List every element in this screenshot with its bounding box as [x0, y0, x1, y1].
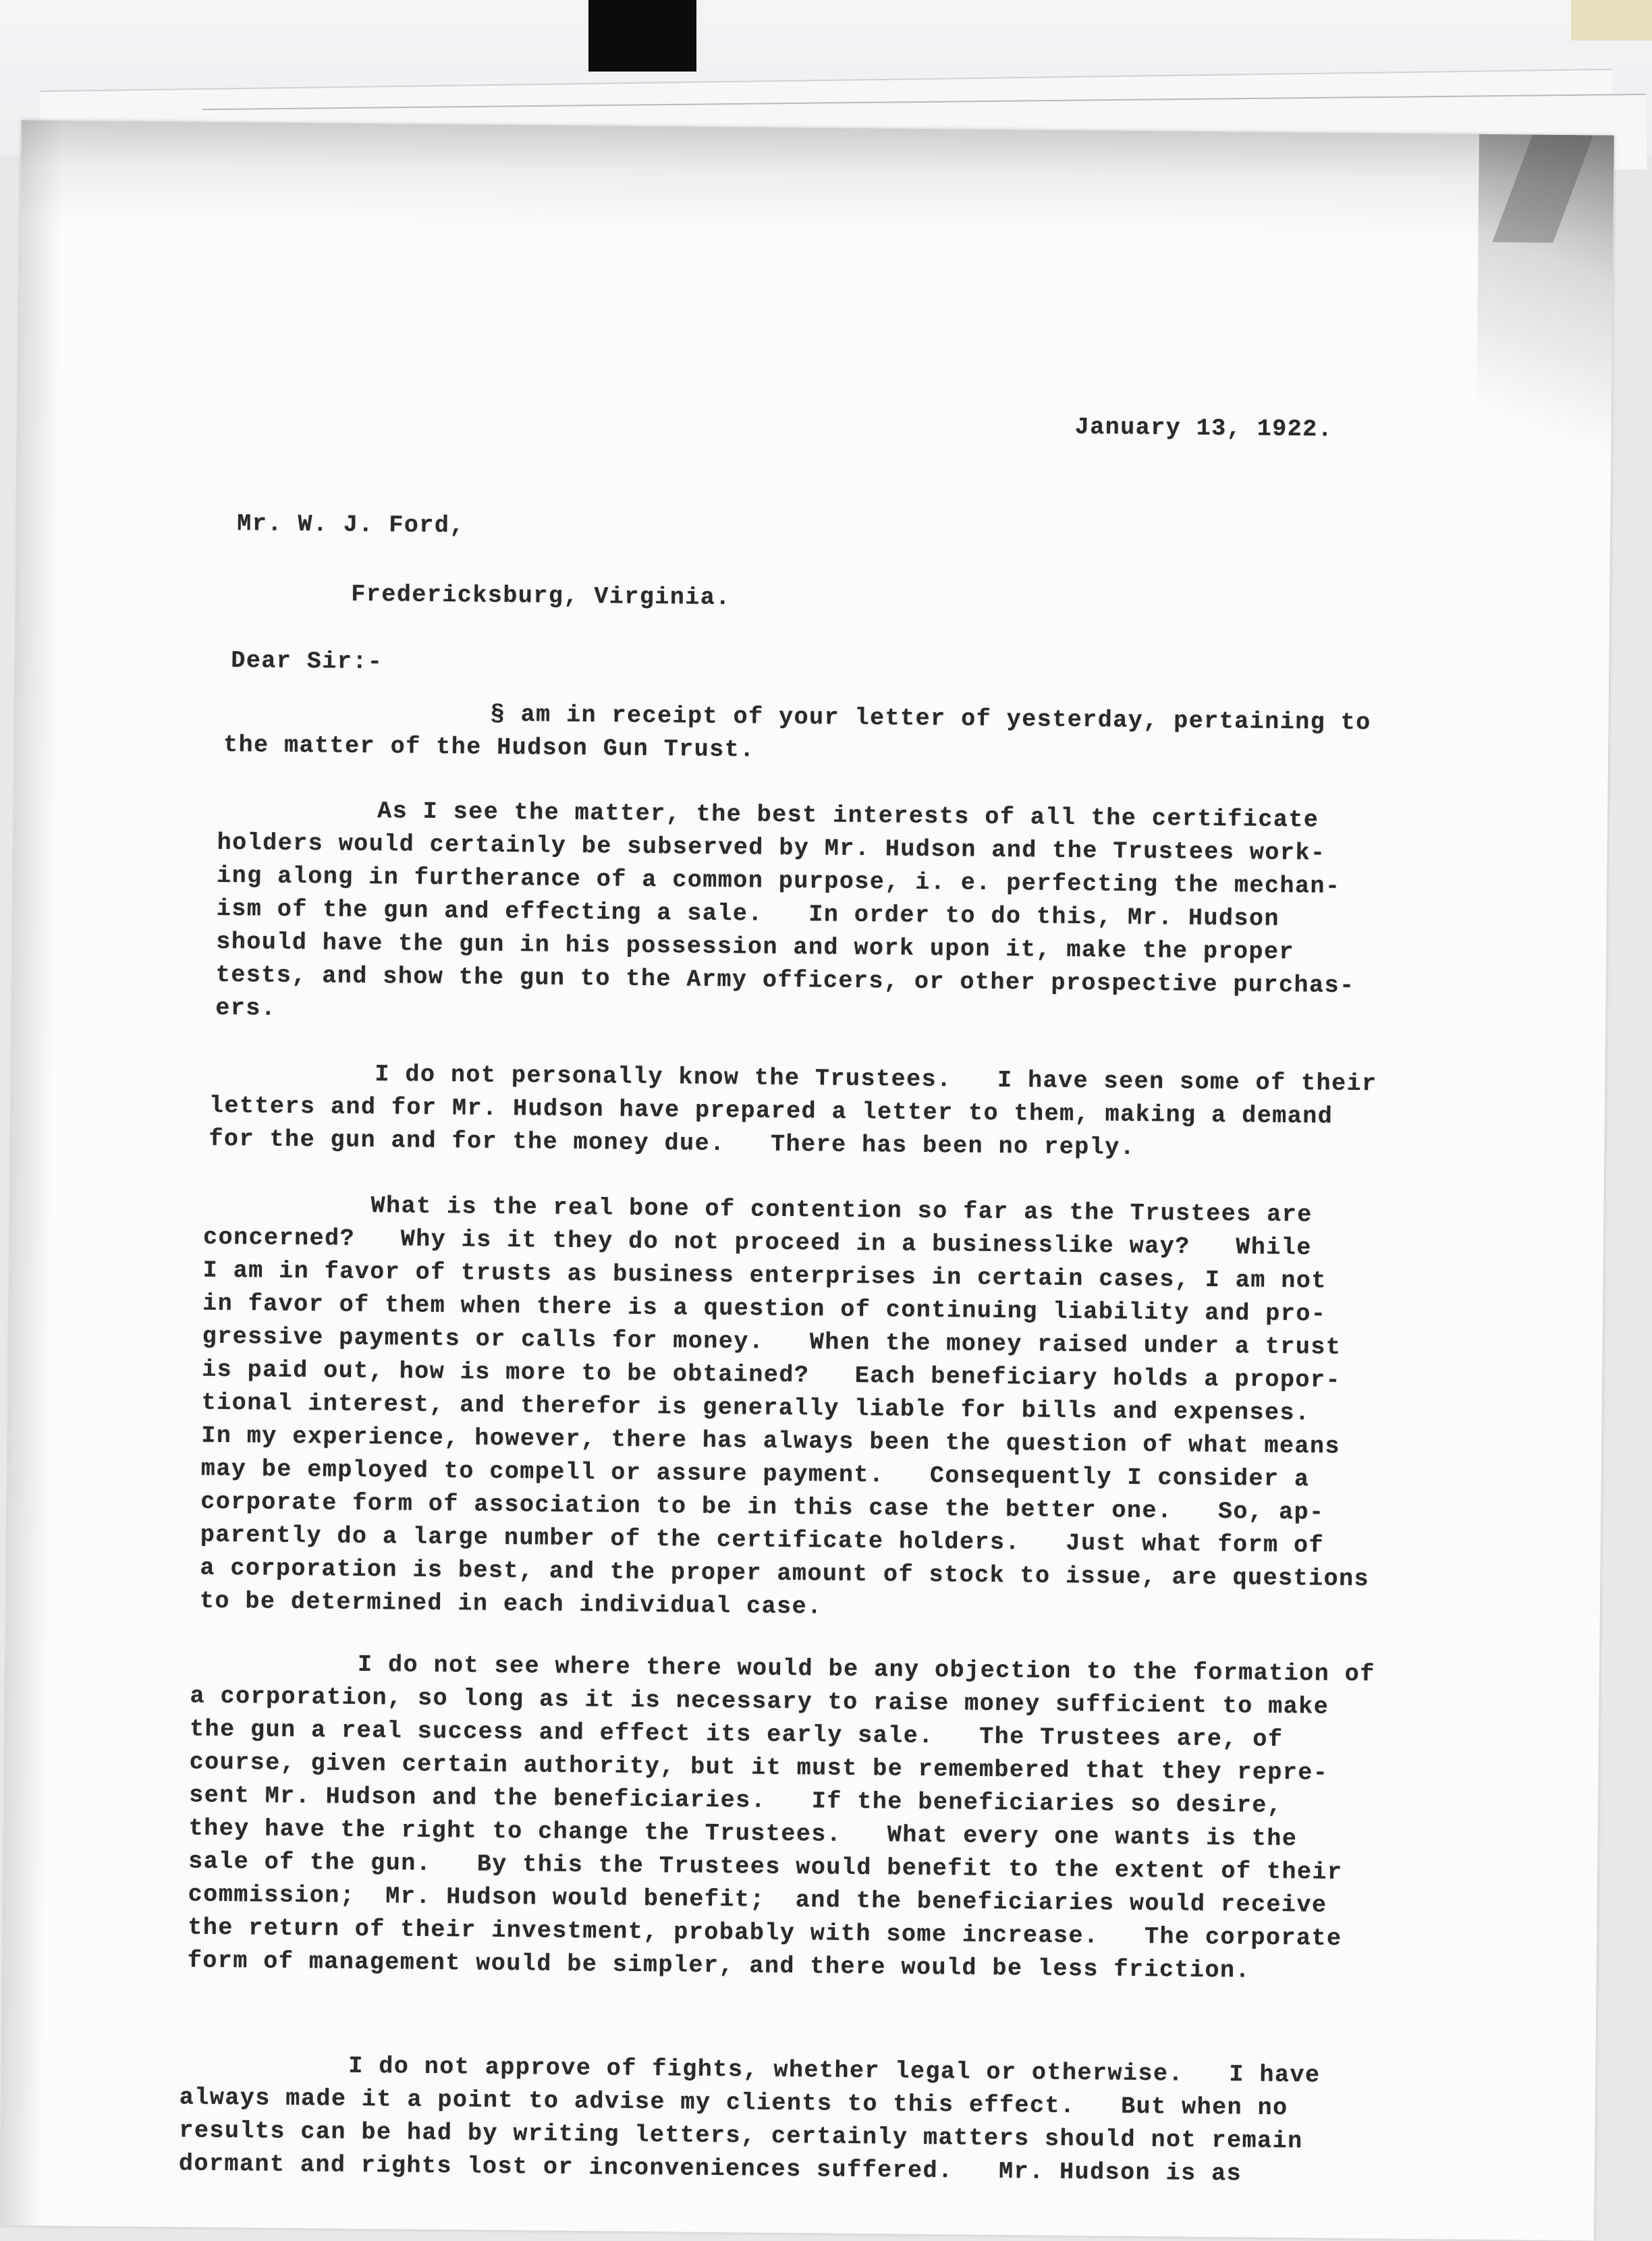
paragraph-line: tests, and show the gun to the Army officers, or other prospective purchas-	[215, 961, 1355, 1000]
letter-paragraph	[178, 2048, 1321, 2191]
letter-paragraph	[223, 696, 1371, 771]
paragraph-line: the matter of the Hudson Gun Trust.	[223, 731, 755, 764]
paragraph-line: is paid out, how is more to be obtained? Each beneficiary holds a propor-	[202, 1356, 1342, 1394]
paragraph-line: sent Mr. Hudson and the beneficiaries. If the beneficiaries so desire,	[188, 1781, 1283, 1820]
paragraph-line: I am in favor of trusts as business enterprises in certain cases, I am not	[202, 1256, 1327, 1295]
paragraph-line: What is the real bone of contention so far as the Trustees are	[370, 1192, 1313, 1229]
folder-edge	[1571, 0, 1652, 40]
salutation: Dear Sir:-	[231, 647, 383, 676]
paragraph-line: may be employed to compell or assure payment. Consequently I consider a	[200, 1455, 1310, 1493]
letter-paragraph	[209, 1057, 1377, 1167]
paragraph-line: ing along in furtherance of a common purpose, i. e. perfecting the mechan-	[217, 862, 1341, 900]
letter-paragraph	[215, 794, 1356, 1036]
paragraph-line: commission; Mr. Hudson would benefit; and the beneficiaries would receive	[188, 1881, 1327, 1919]
paragraph-line: letters and for Mr. Hudson have prepared a letter to them, making a demand	[209, 1092, 1333, 1130]
paragraph-line: holders would certainly be subserved by Mr. Hudson and the Trustees work-	[217, 829, 1326, 867]
paragraph-line: course, given certain authority, but it must be remembered that they repre-	[189, 1748, 1329, 1787]
paragraph-line: form of management would be simpler, and there would be less friction.	[187, 1947, 1251, 1985]
paragraph-line: a corporation, so long as it is necessary to raise money sufficient to make	[190, 1682, 1329, 1721]
letter-paragraph	[200, 1188, 1373, 1630]
letter-paragraph	[187, 1647, 1375, 1989]
paragraph-line: a corporation is best, and the proper amount of stock to issue, are questions	[200, 1554, 1370, 1593]
paragraph-line: always made it a point to advise my clients to this effect. But when no	[179, 2084, 1288, 2122]
paragraph-line: corporate form of association to be in this case the better one. So, ap-	[200, 1488, 1325, 1526]
paragraph-line: As I see the matter, the best interests of all the certificate	[377, 798, 1319, 834]
paragraph-line: I do not approve of fights, whether legal or otherwise. I have	[348, 2052, 1321, 2089]
paragraph-line: dormant and rights lost or inconveniences suffered. Mr. Hudson is as	[178, 2150, 1242, 2188]
paragraph-line: gressive payments or calls for money. When the money raised under a trust	[202, 1323, 1342, 1361]
paragraph-line: tional interest, and therefor is generally liable for bills and expenses.	[201, 1389, 1311, 1427]
paragraph-line: the return of their investment, probably with some increase. The corporate	[188, 1914, 1342, 1952]
paragraph-line: concerned? Why is it they do not proceed in a businesslike way? While	[202, 1223, 1312, 1262]
paragraph-line: ism of the gun and effecting a sale. In order to do this, Mr. Hudson	[216, 895, 1280, 933]
paragraph-line: I do not see where there would be any objection to the formation of	[357, 1651, 1375, 1688]
paragraph-line: to be determined in each individual case.	[199, 1587, 823, 1621]
letter-date: January 13, 1922.	[1074, 414, 1333, 443]
binder-clip	[588, 0, 696, 72]
paragraph-line: sale of the gun. By this the Trustees would benefit to the extent of their	[188, 1848, 1343, 1886]
letter-body	[1, 120, 1614, 2241]
paragraph-line: in favor of them when there is a question of continuing liability and pro-	[202, 1290, 1327, 1328]
paragraph-line: the gun a real success and effect its early sale. The Trustees are, of	[189, 1715, 1284, 1754]
paragraph-line: I do not personally know the Trustees. I have seen some of their	[375, 1061, 1377, 1098]
paragraph-line: In my experience, however, there has always been the question of what means	[201, 1422, 1341, 1460]
paragraph-line: results can be had by writing letters, certainly matters should not remain	[179, 2117, 1303, 2155]
paragraph-line: for the gun and for the money due. There has been no reply.	[209, 1125, 1136, 1161]
letter-page	[1, 120, 1614, 2241]
paragraph-line: parently do a large number of the certificate holders. Just what form of	[200, 1521, 1325, 1559]
paragraph-line: they have the right to change the Trustees. What every one wants is the	[188, 1815, 1298, 1853]
paragraph-line: § am in receipt of your letter of yesterday, pertaining to	[490, 700, 1371, 737]
paragraph-line: should have the gun in his possession and work upon it, make the proper	[216, 928, 1295, 966]
recipient-address: Fredericksburg, Virginia.	[351, 580, 732, 612]
paragraph-line: ers.	[215, 994, 277, 1022]
recipient-name: Mr. W. J. Ford,	[237, 510, 466, 540]
